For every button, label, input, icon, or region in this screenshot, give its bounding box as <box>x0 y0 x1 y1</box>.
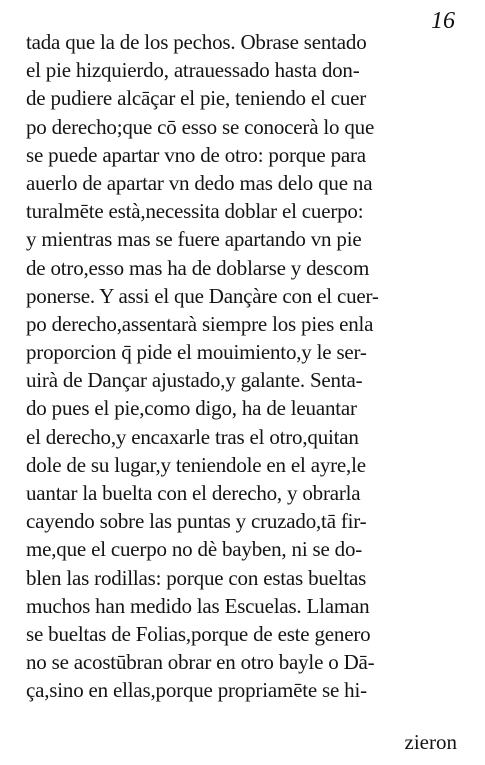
text-line: do pues el pie,como digo, ha de leuantar <box>26 396 357 421</box>
text-line: uantar la buelta con el derecho, y obrarla <box>26 481 361 505</box>
text-line: se bueltas de Folias,porque de este genero <box>26 621 371 646</box>
catchword-row <box>26 728 461 756</box>
text-line: muchos han medido las Escuelas. Llaman <box>26 593 370 618</box>
text-line: po derecho,assentarà siempre los pies enla <box>26 311 374 336</box>
text-line: auerlo de apartar vn dedo mas delo que na <box>26 170 373 195</box>
text-line: uirà de Dançar ajustado,y galante. Senta- <box>26 368 363 393</box>
catchword: zieron <box>404 730 457 754</box>
page-number: 16 <box>431 8 455 34</box>
text-line: de otro,esso mas ha de doblarse y descom <box>26 255 370 280</box>
text-line: no se acostūbran obrar en otro bayle o Dā- <box>26 650 375 675</box>
text-line: y mientras mas se fuere apartando vn pie <box>26 227 362 252</box>
text-line: ponerse. Y assi el que Dançàre con el cuer- <box>26 283 379 308</box>
text-line: el pie hizquierdo, atrauessado hasta don- <box>26 58 360 83</box>
body-text <box>26 28 461 705</box>
text-line: de pudiere alcāçar el pie, teniendo el cuer <box>26 86 367 111</box>
text-line: po derecho;que cō esso se conocerà lo que <box>26 114 375 139</box>
text-line: tada que la de los pechos. Obrase sentado <box>26 30 367 54</box>
text-line: proporcion q̄ pide el mouimiento,y le ser- <box>26 340 367 365</box>
text-line: turalmēte està,necessita doblar el cuerpo: <box>26 199 364 224</box>
text-line: blen las rodillas: porque con estas bueltas <box>26 565 367 590</box>
text-line: ça,sino en ellas,porque propriamēte se hi- <box>26 678 367 703</box>
text-line: el derecho,y encaxarle tras el otro,quitan <box>26 424 359 449</box>
text-line: dole de su lugar,y teniendole en el ayre,le <box>26 452 366 477</box>
text-line: cayendo sobre las puntas y cruzado,tā fir- <box>26 509 367 534</box>
text-line: se puede apartar vno de otro: porque para <box>26 142 366 167</box>
text-line: me,que el cuerpo no dè bayben, ni se do- <box>26 537 363 562</box>
